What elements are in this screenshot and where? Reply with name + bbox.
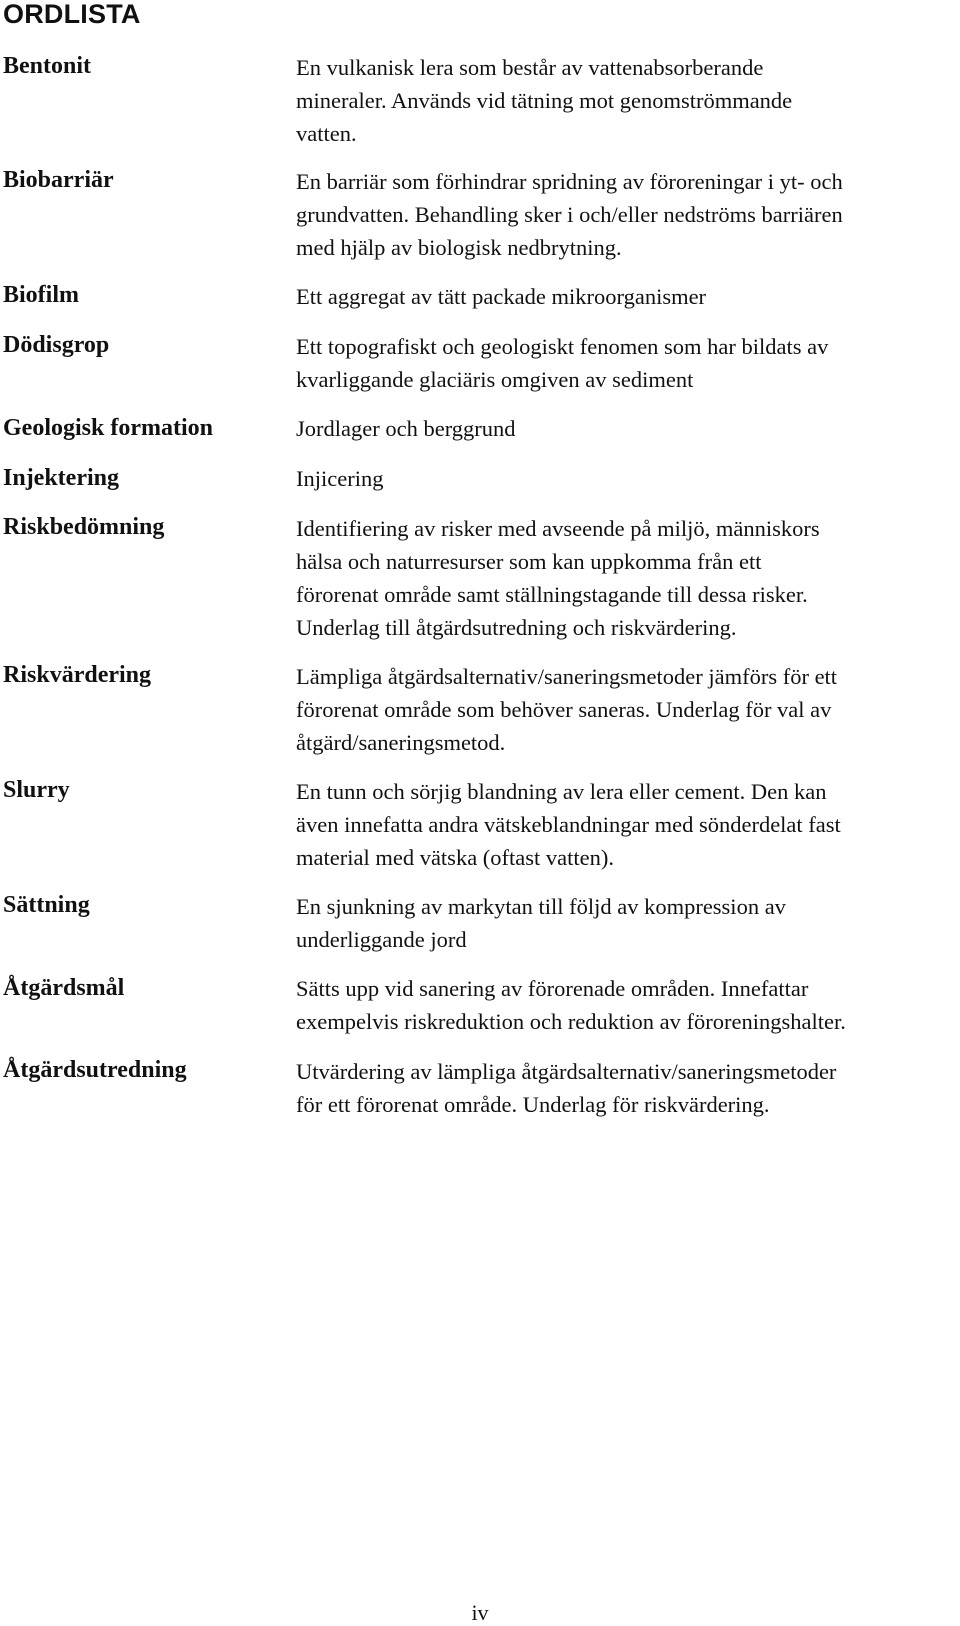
glossary-term: Biofilm [3,282,79,308]
glossary-term: Injektering [3,465,119,491]
glossary-definition: Utvärdering av lämpliga åtgärdsalternativ/saneringsmetoder för ett förorenat område. Underlag för riskvärdering. [296,1059,837,1117]
glossary-term: Slurry [3,777,70,803]
glossary-term: Biobarriär [3,167,114,193]
glossary-definition: Ett aggregat av tätt packade mikroorganismer [296,284,707,309]
glossary-definition: Injicering [296,466,384,491]
glossary-term: Bentonit [3,53,92,79]
glossary-definition: En barriär som förhindrar spridning av föroreningar i yt- och grundvatten. Behandling sker i och/eller nedströms barriären med hjälp av biologisk nedbrytning. [296,169,843,260]
glossary-definition: Lämpliga åtgärdsalternativ/saneringsmetoder jämförs för ett förorenat område som behöver saneras. Underlag för val av åtgärd/saneringsmetod. [296,664,838,755]
glossary-term: Åtgärdsmål [3,975,125,1001]
glossary-definition: Identifiering av risker med avseende på miljö, människors hälsa och naturresurser som kan uppkomma från ett förorenat område samt ställningstagande till dessa risker. Underlag till åtgärdsutredning och riskvärdering. [296,516,820,640]
page-title: ORDLISTA [3,0,141,29]
glossary-term: Dödisgrop [3,332,110,358]
glossary-definition: Ett topografiskt och geologiskt fenomen som har bildats av kvarliggande glaciäris omgiven av sediment [296,334,829,392]
glossary-term: Riskbedömning [3,514,165,540]
page-number: iv [471,1600,489,1625]
glossary-definition: Jordlager och berggrund [296,416,516,441]
glossary-definition: En vulkanisk lera som består av vattenabsorberande mineraler. Används vid tätning mot genomströmmande vatten. [296,55,793,146]
glossary-term: Sättning [3,892,90,918]
glossary-term: Riskvärdering [3,662,152,688]
glossary-term: Åtgärdsutredning [3,1057,187,1083]
glossary-term: Geologisk formation [3,415,213,441]
glossary-definition: En tunn och sörjig blandning av lera eller cement. Den kan även innefatta andra vätskeblandningar med sönderdelat fast material med vätska (oftast vatten). [296,779,841,870]
glossary-definition: En sjunkning av markytan till följd av kompression av underliggande jord [296,894,786,952]
glossary-definition: Sätts upp vid sanering av förorenade områden. Innefattar exempelvis riskreduktion och reduktion av föroreningshalter. [296,976,846,1034]
